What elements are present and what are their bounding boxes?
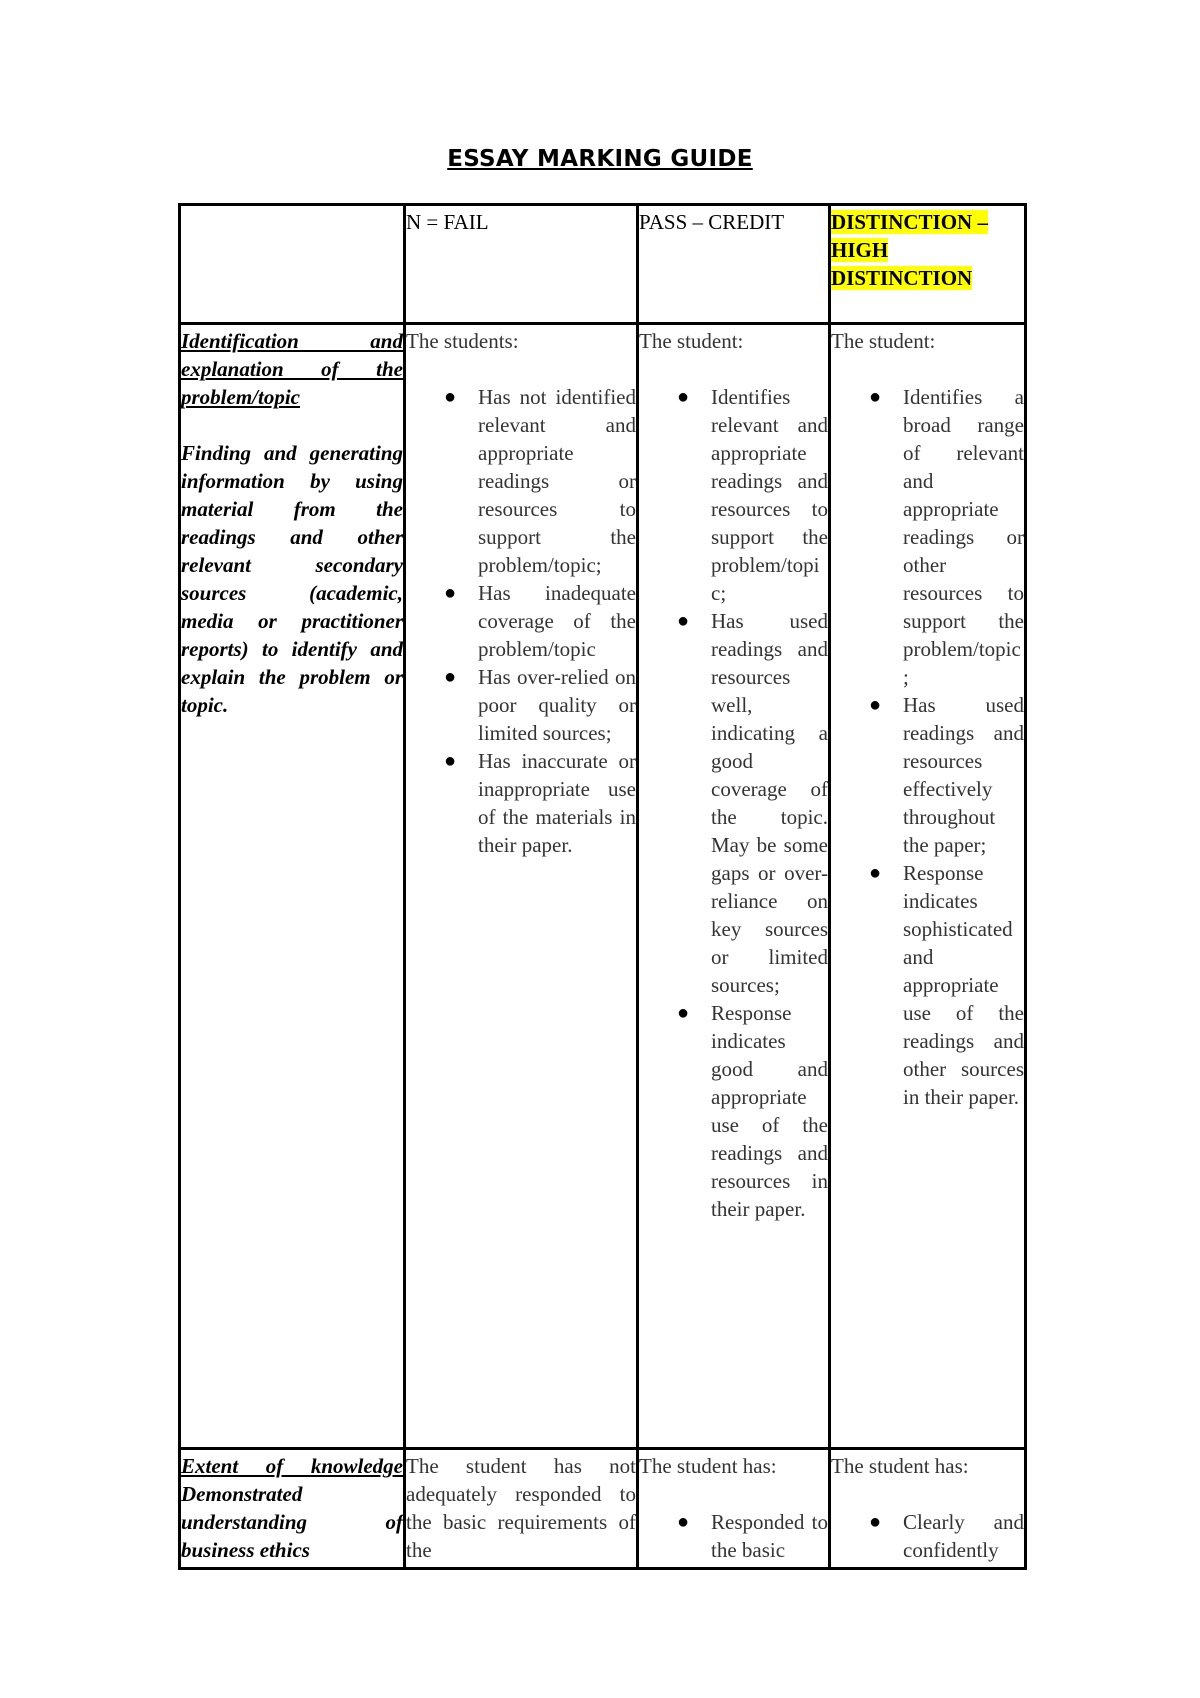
fail-list — [406, 383, 636, 859]
header-row — [180, 205, 1026, 324]
list-item: ● Clearly and confidently — [869, 1510, 1024, 1562]
fail-cell — [405, 1449, 638, 1569]
list-item: ● Response indicates sophisticated and appropriate use of the readings and other sources in their paper. — [869, 861, 1024, 1109]
list-item: ● Has over-relied on poor quality or limited sources; — [444, 665, 636, 745]
criterion-detail: Demonstrated understanding of business ethics — [181, 1482, 403, 1562]
bullet-icon: ● — [444, 666, 457, 688]
list-item: ● Has not identified relevant and appropriate readings or resources to support the problem/topic; — [444, 385, 636, 577]
list-item: ● Has inaccurate or inappropriate use of the materials in their paper. — [444, 749, 636, 857]
pass-cell — [638, 1449, 830, 1569]
header-pass-label: PASS – CREDIT — [639, 210, 785, 234]
distinction-cell — [830, 1449, 1026, 1569]
pass-cell — [638, 324, 830, 1449]
marking-rubric-table — [178, 203, 1027, 1570]
bullet-icon: ● — [869, 1511, 882, 1533]
page-title: ESSAY MARKING GUIDE — [447, 146, 753, 172]
distinction-list — [831, 383, 1024, 1111]
list-item: ● Has used readings and resources well, indicating a good coverage of the topic. May be some gaps or over-reliance on key sources or limited sources; — [677, 609, 828, 997]
header-fail — [405, 205, 638, 324]
bullet-icon: ● — [677, 386, 690, 408]
pass-intro: The student: — [639, 329, 744, 353]
distinction-cell — [830, 324, 1026, 1449]
list-item: ● Responded to the basic — [677, 1510, 828, 1562]
bullet-icon: ● — [869, 386, 882, 408]
header-fail-label: N = FAIL — [406, 210, 489, 234]
list-item: ● Has used readings and resources effectively throughout the paper; — [869, 693, 1024, 857]
distinction-intro: The student: — [831, 329, 936, 353]
header-distinction-label: DISTINCTION – HIGH DISTINCTION — [831, 210, 988, 290]
bullet-icon: ● — [869, 862, 882, 884]
bullet-icon: ● — [444, 582, 457, 604]
bullet-icon: ● — [869, 694, 882, 716]
header-empty-cell — [180, 205, 405, 324]
pass-intro: The student has: — [639, 1454, 777, 1478]
bullet-icon: ● — [444, 386, 457, 408]
distinction-list — [831, 1508, 1024, 1564]
fail-cell — [405, 324, 638, 1449]
distinction-intro: The student has: — [831, 1454, 969, 1478]
criterion-row-knowledge — [180, 1449, 1026, 1569]
list-item: ● Has inadequate coverage of the problem/topic — [444, 581, 636, 661]
bullet-icon: ● — [444, 750, 457, 772]
list-item: ● Identifies relevant and appropriate readings and resources to support the problem/topic; — [677, 385, 828, 605]
criterion-heading: Extent of knowledge — [181, 1454, 403, 1478]
header-distinction — [830, 205, 1026, 324]
fail-intro: The students: — [406, 329, 519, 353]
list-item: ● Response indicates good and appropriate use of the readings and resources in their paper. — [677, 1001, 828, 1221]
criterion-cell — [180, 324, 405, 1449]
pass-list — [639, 383, 828, 1223]
bullet-icon: ● — [677, 1002, 690, 1024]
fail-intro: The student has not adequately responded to the basic requirements of the — [406, 1454, 636, 1562]
list-item: ● Identifies a broad range of relevant and appropriate readings or other resources to support the problem/topic; — [869, 385, 1024, 689]
criterion-heading: Identification and explanation of the problem/topic — [181, 329, 403, 409]
header-pass — [638, 205, 830, 324]
criterion-cell — [180, 1449, 405, 1569]
bullet-icon: ● — [677, 610, 690, 632]
pass-list — [639, 1508, 828, 1564]
bullet-icon: ● — [677, 1511, 690, 1533]
criterion-detail: Finding and generating information by using material from the readings and other relevant secondary sources (academic, media or practitioner reports) to identify and explain the problem or topic. — [181, 441, 403, 717]
criterion-row-identification — [180, 324, 1026, 1449]
